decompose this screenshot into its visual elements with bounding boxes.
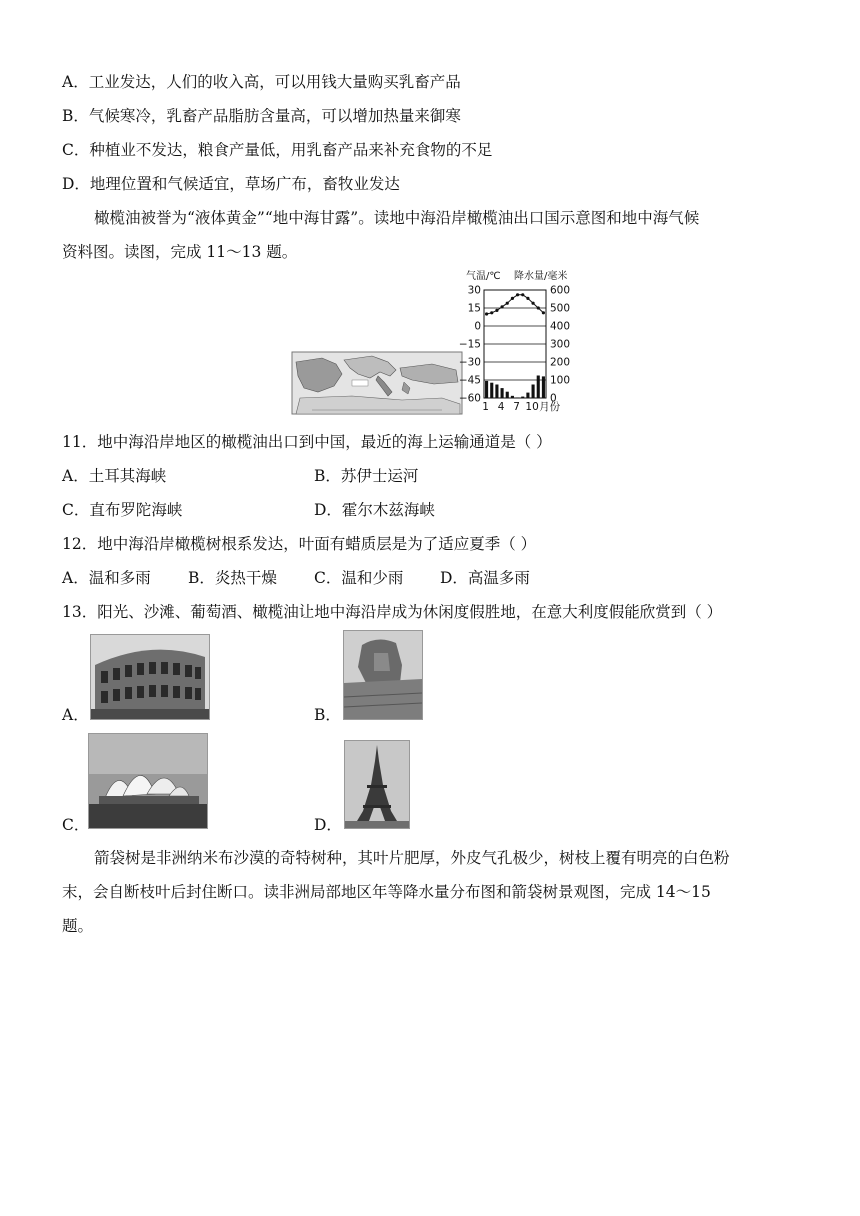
intro-11-13-line2: 资料图。读图，完成 11～13 题。 — [62, 243, 298, 261]
q12-option-a: A．温和多雨 — [62, 569, 151, 587]
chart-left-axis-title: 气温/℃ — [466, 271, 501, 282]
q13-option-a-label: A． — [62, 706, 89, 724]
q13-option-c-label: C． — [62, 816, 90, 834]
intro-14-15-line2: 末，会自断枝叶后封住断口。读非洲局部地区年等降水量分布图和箭袋树景观图，完成 14～15 — [62, 883, 711, 901]
q13-option-b-label: B． — [314, 706, 341, 724]
q10-option-c: C．种植业不发达，粮食产量低，用乳畜产品来补充食物的不足 — [62, 141, 493, 159]
sydney-opera-house-image — [88, 733, 208, 829]
q11-option-c: C．直布罗陀海峡 — [62, 501, 183, 519]
q13-stem: 13．阳光、沙滩、葡萄酒、橄榄油让地中海沿岸成为休闲度假胜地，在意大利度假能欣赏到（ ） — [62, 603, 723, 621]
q10-option-a: A．工业发达，人们的收入高，可以用钱大量购买乳畜产品 — [62, 73, 461, 91]
temperature-point — [485, 312, 488, 315]
precip-tick-label: 600 — [550, 284, 571, 297]
temperature-point — [526, 297, 529, 300]
precip-tick-label: 100 — [550, 374, 571, 387]
temp-tick-label: −45 — [458, 374, 481, 387]
intro-14-15-line1: 箭袋树是非洲纳米布沙漠的奇特树种，其叶片肥厚，外皮气孔极少，树枝上覆有明亮的白色粉 — [94, 849, 730, 867]
climate-chart — [458, 268, 612, 418]
temperature-point — [531, 302, 534, 305]
precip-tick-label: 0 — [550, 392, 557, 405]
q10-option-b: B．气候寒冷，乳畜产品脂肪含量高，可以增加热量来御寒 — [62, 107, 461, 125]
precip-bar — [506, 392, 509, 398]
month-tick-label: 10 — [525, 401, 539, 413]
temp-tick-label: 0 — [474, 320, 481, 333]
eiffel-tower-image — [344, 740, 410, 829]
temp-tick-label: 30 — [467, 284, 481, 297]
precip-bar — [485, 381, 488, 398]
temperature-line — [487, 295, 544, 314]
precip-bar — [501, 388, 504, 398]
q12-stem: 12．地中海沿岸橄榄树根系发达，叶面有蜡质层是为了适应夏季（ ） — [62, 535, 537, 553]
chart-right-axis-title: 降水量/毫米 — [514, 271, 568, 282]
temperature-point — [495, 309, 498, 312]
precip-bar — [516, 397, 519, 398]
mediterranean-map — [292, 352, 462, 414]
month-tick-label: 4 — [497, 401, 505, 413]
temperature-point — [500, 305, 503, 308]
temperature-point — [516, 293, 519, 296]
month-tick-label: 7 — [513, 401, 520, 413]
q11-stem: 11．地中海沿岸地区的橄榄油出口到中国，最近的海上运输通道是（ ） — [62, 433, 552, 451]
q13-option-d-label: D． — [314, 816, 342, 834]
precip-bar — [490, 383, 493, 398]
temperature-point — [511, 297, 514, 300]
precip-bar — [537, 376, 540, 399]
month-unit-label: 月份 — [539, 401, 561, 413]
temp-tick-label: −60 — [458, 392, 481, 405]
temperature-point — [490, 311, 493, 314]
temperature-point — [537, 306, 540, 309]
temperature-point — [506, 302, 509, 305]
intro-14-15-line3: 题。 — [62, 917, 94, 935]
q11-option-b: B．苏伊士运河 — [314, 467, 419, 485]
temp-tick-label: 15 — [467, 302, 481, 315]
q12-option-b: B．炎热干燥 — [188, 569, 277, 587]
precip-tick-label: 300 — [550, 338, 571, 351]
sphinx-image — [343, 630, 423, 720]
temp-tick-label: −15 — [458, 338, 481, 351]
precip-bar — [526, 393, 529, 398]
temperature-point — [521, 293, 524, 296]
colosseum-image — [90, 634, 210, 720]
q11-option-d: D．霍尔木兹海峡 — [314, 501, 435, 519]
precip-tick-label: 400 — [550, 320, 571, 333]
precip-bar — [532, 385, 535, 399]
temperature-point — [542, 311, 545, 314]
precip-tick-label: 500 — [550, 302, 571, 315]
month-tick-label: 1 — [482, 401, 489, 413]
precip-bar — [495, 385, 498, 399]
intro-11-13-line1: 橄榄油被誉为“液体黄金”“地中海甘露”。读地中海沿岸橄榄油出口国示意图和地中海气候 — [94, 209, 700, 227]
q10-option-d: D．地理位置和气候适宜，草场广布，畜牧业发达 — [62, 175, 400, 193]
precip-bar — [511, 396, 514, 398]
precip-tick-label: 200 — [550, 356, 571, 369]
q11-option-a: A．土耳其海峡 — [62, 467, 167, 485]
precip-bar — [542, 376, 545, 398]
precip-bar — [521, 397, 524, 398]
q12-option-d: D．高温多雨 — [440, 569, 530, 587]
temp-tick-label: −30 — [458, 356, 481, 369]
q12-option-c: C．温和少雨 — [314, 569, 404, 587]
